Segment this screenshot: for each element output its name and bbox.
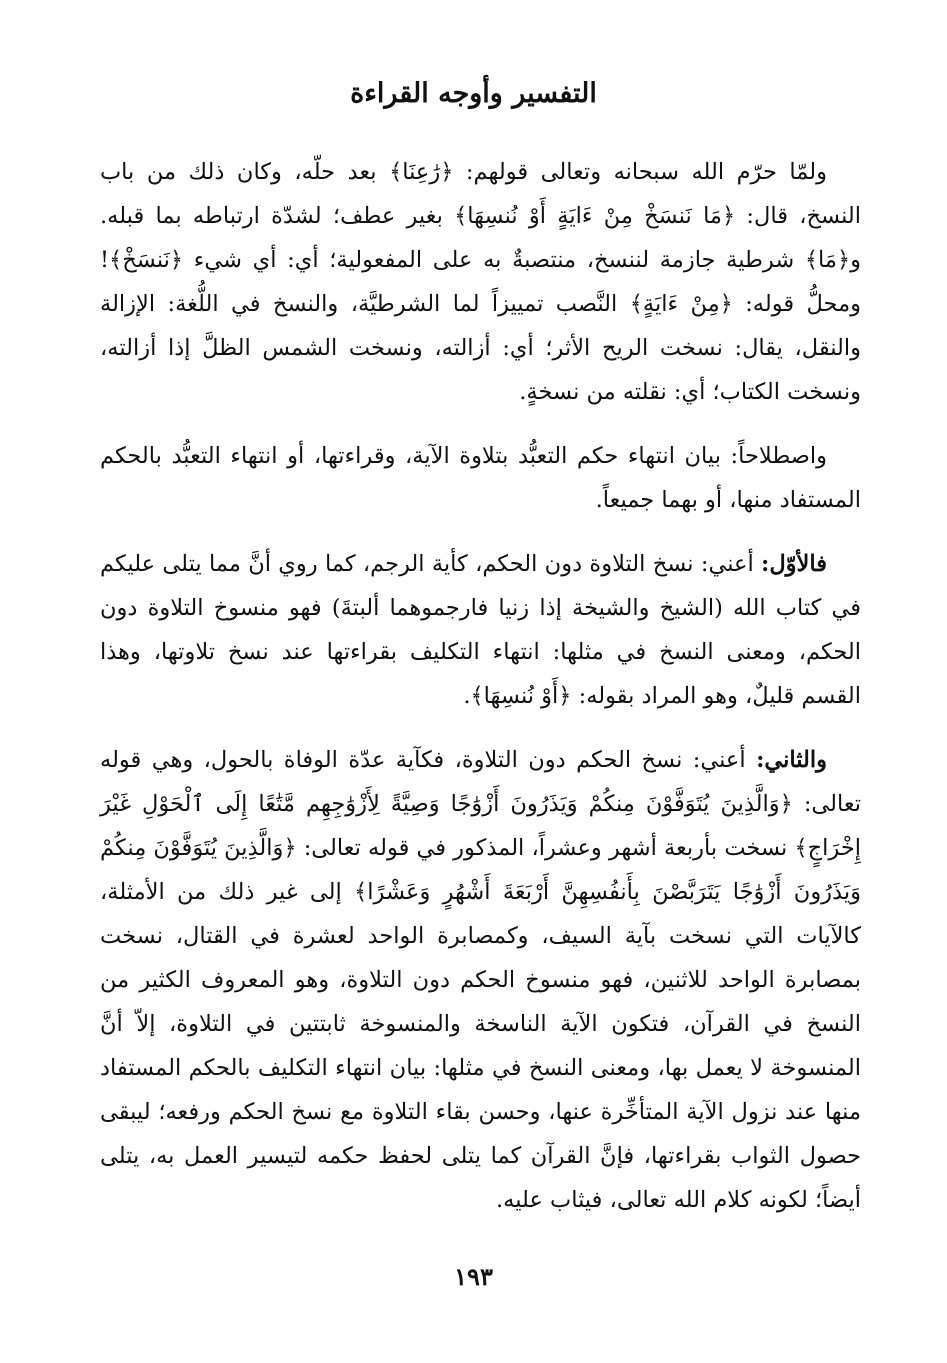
paragraph-text: أعني: نسخ الحكم دون التلاوة، فكآية عدّة الوفاة بالحول، وهي قوله تعالى: ﴿وَالَّذِينَ يُتَوَفَّوْنَ مِنكُمْ وَيَذَرُونَ أَزْوَٰجًا وَصِيَّةً لِأَزْوَٰجِهِم مَّتَٰعًا إِلَى ٱلْحَوْلِ غَيْرَ إِخْرَاجٍ﴾ نسخت بأربعة أشهر وعشراً، المذكور في قوله تعالى: ﴿وَالَّذِينَ يُتَوَفَّوْنَ مِنكُمْ وَيَذَرُونَ أَزْوَٰجًا يَتَرَبَّصْنَ بِأَنفُسِهِنَّ أَرْبَعَةَ أَشْهُرٍ وَعَشْرًا﴾ إلى غير ذلك من الأمثلة، كالآيات التي نسخت بآية السيف، وكمصابرة الواحد لعشرة في القتال، نسخت بمصابرة الواحد للاثنين، فهو منسوخ الحكم دون التلاوة، وهو المعروف الكثير من النسخ في القرآن، فتكون الآية الناسخة والمنسوخة ثابتتين في التلاوة، إلاّ أنَّ المنسوخة لا يعمل بها، ومعنى النسخ في مثلها: بيان انتهاء التكليف بالحكم المستفاد منها عند نزول الآية المتأخِّرة عنها، وحسن بقاء التلاوة مع نسخ الحكم ورفعه؛ ليبقى حصول الثواب بقراءتها، فإنَّ القرآن كما يتلى لحفظ حكمه لتيسير العمل به، يتلى أيضاً؛ لكونه كلام الله تعالى، فيثاب عليه. xyxy=(100,747,861,1213)
paragraph-text: واصطلاحاً: بيان انتهاء حكم التعبُّد بتلاوة الآية، وقراءتها، أو انتهاء التعبُّد بالحكم المستفاد منها، أو بهما جميعاً. xyxy=(100,443,861,513)
paragraph-3 xyxy=(100,542,861,718)
paragraph-lead-term: والثاني: xyxy=(756,747,828,773)
paragraph-1 xyxy=(100,150,861,414)
page-number: ١٩٣ xyxy=(454,1262,493,1291)
paragraph-text: ولمّا حرّم الله سبحانه وتعالى قولهم: ﴿رَٰعِنَا﴾ بعد حلّه، وكان ذلك من باب النسخ، قال: ﴿مَا نَنسَخْ مِنْ ءَايَةٍ أَوْ نُنسِهَا﴾ بغير عطف؛ لشدّة ارتباطه بما قبله. و﴿مَا﴾ شرطية جازمة لننسخ، منتصبةٌ به على المفعولية؛ أي: أي شيء ﴿نَنسَخْ﴾! ومحلُّ قوله: ﴿مِنْ ءَايَةٍ﴾ النَّصب تمييزاً لما الشرطيَّة، والنسخ في اللُّغة: الإزالة والنقل، يقال: نسخت الريح الأثر؛ أي: أزالته، ونسخت الشمس الظلَّ إذا أزالته، ونسخت الكتاب؛ أي: نقلته من نسخةٍ. xyxy=(100,159,861,405)
paragraph-lead-term: فالأوّل: xyxy=(761,551,827,577)
paragraph-text: أعني: نسخ التلاوة دون الحكم، كأية الرجم، كما روي أنَّ مما يتلى عليكم في كتاب الله (الشيخ والشيخة إذا زنيا فارجموهما ألبتةَ) فهو منسوخ التلاوة دون الحكم، ومعنى النسخ في مثلها: انتهاء التكليف بقراءتها عند نسخ تلاوتها، وهذا القسم قليلٌ، وهو المراد بقوله: ﴿أَوْ نُنسِهَا﴾. xyxy=(100,551,861,709)
paragraph-4 xyxy=(100,738,861,1222)
paragraph-2 xyxy=(100,434,861,522)
page-body xyxy=(100,150,861,1242)
page-title: التفسير وأوجه القراءة xyxy=(350,78,597,109)
